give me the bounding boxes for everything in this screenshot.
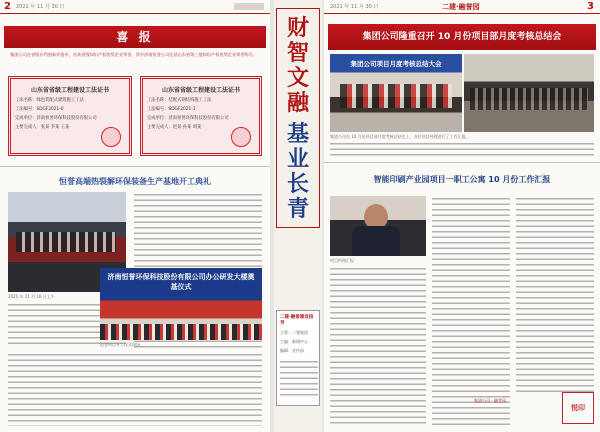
red-stamp-logo — [562, 392, 594, 424]
happy-news-banner: 喜 报 — [4, 26, 266, 48]
spine-char: 文 — [286, 65, 309, 91]
left-page-header — [0, 0, 270, 14]
certificate-2 — [140, 76, 262, 156]
spine-slogan — [282, 16, 314, 116]
speaker-caption: 项目经理汇报 — [330, 258, 354, 263]
red-seal-icon — [101, 127, 121, 147]
meeting-stage-photo — [330, 54, 462, 132]
cert1-row: 工法名称：绿色装配式建筑施工工法 — [15, 98, 84, 103]
spine-char: 融 — [286, 90, 309, 116]
spine-char: 业 — [286, 146, 309, 172]
meeting-banner: 集团公司隆重召开 10 月份项目部月度考核总结会 — [328, 24, 596, 50]
groundbreaking-photo — [100, 268, 262, 340]
right-page — [324, 0, 600, 432]
spine-char: 基 — [286, 121, 309, 147]
spine-char: 智 — [286, 40, 309, 66]
meeting-photo-caption: 集团公司在 10 月份项目部月度考核总结会上，各位项目经理进行了工作汇报。 — [330, 134, 470, 139]
meeting-audience-photo — [464, 54, 594, 132]
cert2-row: 完成单位：济南恒誉环保科技股份有限公司 — [147, 116, 229, 121]
meeting-stage-banner: 集团公司项目月度考核总结大会 — [350, 60, 442, 68]
masthead-line: 主管：二建集团 — [280, 330, 308, 335]
photo1-caption: 2021 年 11 月 16 日上午 — [8, 294, 55, 299]
stamp-text: 悦印 — [571, 403, 585, 412]
masthead-title: 二建·融誉建设指导 — [280, 315, 314, 326]
red-seal-icon — [231, 127, 251, 147]
masthead-line: 主编：新闻中心 — [280, 339, 308, 344]
cert2-row: 工法编号：SDGF2021-1 — [147, 107, 196, 112]
spine-char: 青 — [286, 196, 309, 222]
right-page-header — [324, 0, 600, 14]
photo2-caption: 恒誉项目开工仪式现场 — [100, 342, 140, 347]
cert1-row: 主要完成人：张某 李某 王某 — [15, 125, 70, 130]
header-logo — [234, 3, 264, 10]
article-body-text — [516, 196, 594, 396]
footer-text: 集团公司 · 融誉园 — [474, 398, 506, 403]
spine-slogan-2 — [282, 122, 314, 222]
report-article-title: 智能印刷产业园项目一职工公寓 10 月份工作汇报 — [373, 175, 551, 184]
cert2-row: 主要完成人：赵某 孙某 周某 — [147, 125, 202, 130]
header-date: 2021 年 11 月 30 日 — [330, 4, 379, 10]
article-body-text — [330, 266, 426, 426]
spine-column — [274, 0, 322, 432]
spine-char: 财 — [286, 15, 309, 41]
left-page — [0, 0, 270, 432]
masthead-line: 编辑：宣传部 — [280, 348, 304, 353]
cert1-row: 工法编号：SDGF2021-0 — [15, 107, 64, 112]
article-body-text — [8, 352, 262, 426]
header-brand: 二建·融誉园 — [442, 3, 480, 11]
cert2-title: 山东省省级工程建设工法证书 — [161, 87, 240, 94]
cert1-title: 山东省省级工程建设工法证书 — [30, 87, 109, 94]
certificate-1 — [8, 76, 132, 156]
cert1-row: 完成单位：济南恒誉环保科技股份有限公司 — [15, 116, 97, 121]
cert2-row: 工法名称：装配式钢结构施工工法 — [147, 98, 212, 103]
article-body-text — [432, 196, 510, 426]
page-number: 3 — [587, 1, 594, 12]
intro-text: 集团公司在省级专利创新评选中，首获省级知识产权优势企业荣誉，其中济南恒誉公司还获山东省第三批知识产权优势企业荣誉称号。 — [10, 52, 258, 57]
article-title: 恒誉高端热裂解环保装备生产基地开工典礼 — [59, 177, 211, 186]
header-date: 2021 年 11 月 30 日 — [16, 4, 65, 10]
speaker-photo — [330, 196, 426, 256]
article-body-text — [330, 141, 594, 157]
spine-char: 长 — [286, 171, 309, 197]
page-number: 2 — [4, 1, 11, 12]
masthead-box — [276, 310, 320, 406]
groundbreaking-banner-text: 济南恒誉环保科技股份有限公司办公研发大楼奠基仪式 — [107, 273, 255, 291]
divider — [0, 166, 270, 167]
divider — [324, 162, 600, 163]
